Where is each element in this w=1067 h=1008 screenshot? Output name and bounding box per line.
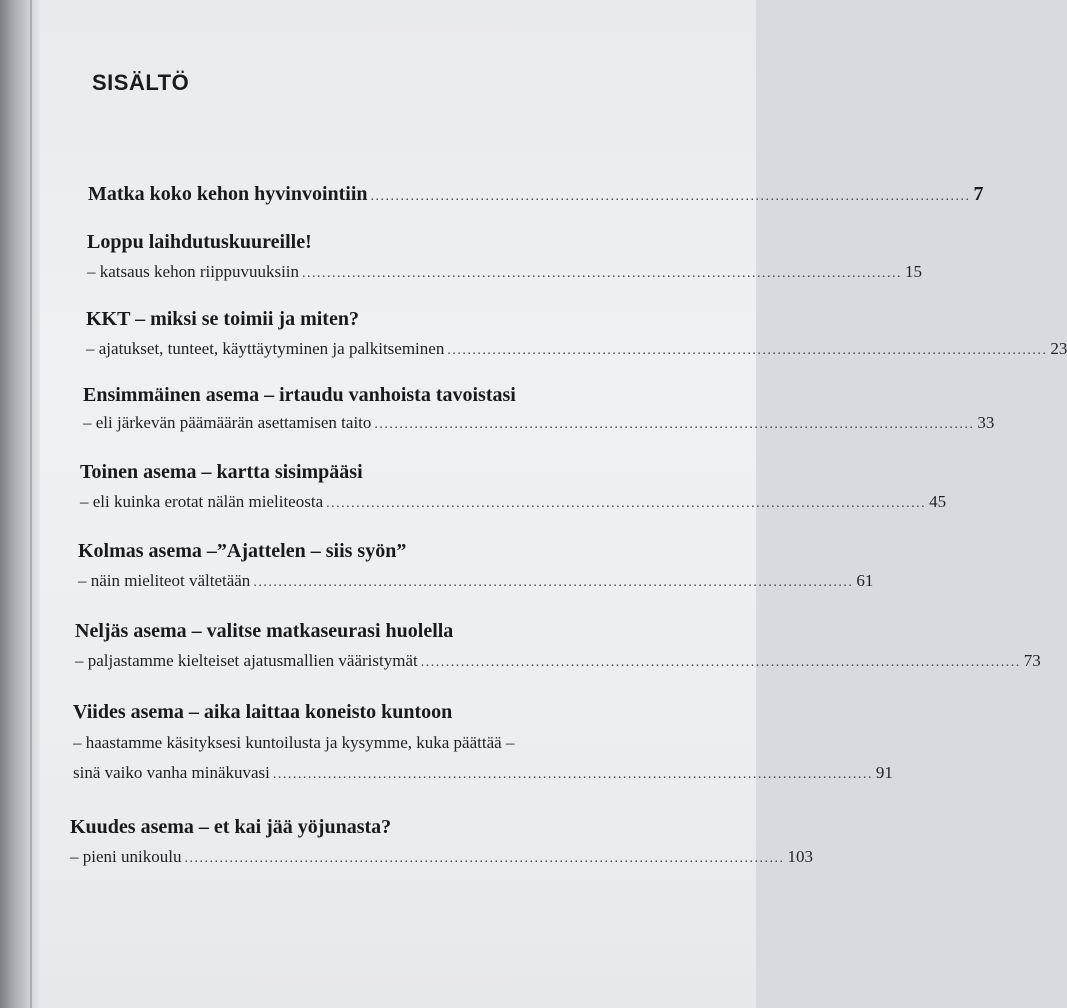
toc-subtitle-line	[73, 763, 893, 783]
toc-subtitle-line	[75, 651, 1041, 671]
leader-dots: ........................................................................................................................	[253, 575, 854, 590]
toc-entry	[88, 183, 984, 206]
toc-page-number: 103	[787, 847, 813, 866]
toc-page-number: 23	[1050, 339, 1067, 358]
toc-page-number: 15	[905, 262, 923, 281]
toc-heading: Ensimmäinen asema – irtaudu vanhoista tavoistasi	[83, 384, 516, 406]
toc-page-number: 73	[1023, 651, 1041, 670]
toc-subtitle: sinä vaiko vanha minäkuvasi	[73, 763, 270, 782]
leader-dots: ........................................................................................................................	[420, 655, 1021, 670]
toc-subtitle-line	[83, 413, 995, 433]
toc-heading: Matka koko kehon hyvinvointiin	[88, 183, 368, 205]
toc-page-number: 61	[856, 571, 874, 590]
toc-subtitle: – paljastamme kielteiset ajatusmallien vääristymät	[75, 651, 418, 670]
toc-subtitle-line	[86, 339, 1067, 359]
toc-page-number: 7	[973, 183, 984, 205]
page-title: SISÄLTÖ	[92, 70, 190, 95]
leader-dots: ........................................................................................................................	[272, 767, 873, 782]
toc-subtitle: – pieni unikoulu	[70, 847, 182, 866]
leader-dots: ........................................................................................................................	[447, 343, 1048, 358]
toc-subtitle: – eli järkevän päämäärän asettamisen taito	[83, 413, 372, 432]
toc-subtitle-line	[80, 492, 947, 512]
leader-dots: ........................................................................................................................	[302, 266, 903, 281]
toc-subtitle: – katsaus kehon riippuvuuksiin	[87, 262, 300, 281]
toc-subtitle-line	[70, 847, 813, 867]
toc-page-number: 91	[875, 763, 893, 782]
toc-subtitle-line	[87, 262, 923, 282]
toc-page-number: 45	[929, 492, 947, 511]
toc-heading: Loppu laihdutuskuureille!	[87, 231, 312, 253]
toc-subtitle: – näin mieliteot vältetään	[78, 571, 251, 590]
leader-dots: ........................................................................................................................	[374, 417, 975, 432]
toc-page-number: 33	[977, 413, 995, 432]
toc-subtitle: – haastamme käsityksesi kuntoilusta ja kysymme, kuka päättää –	[73, 733, 515, 752]
toc-subtitle: – eli kuinka erotat nälän mieliteosta	[80, 492, 324, 511]
toc-subtitle: – ajatukset, tunteet, käyttäytyminen ja palkitseminen	[86, 339, 445, 358]
toc-heading: Kuudes asema – et kai jää yöjunasta?	[70, 816, 392, 838]
toc-subtitle-line	[78, 571, 874, 591]
toc-heading: Neljäs asema – valitse matkaseurasi huolella	[75, 620, 454, 642]
leader-dots: ........................................................................................................................	[370, 189, 971, 204]
toc-heading: Kolmas asema –”Ajattelen – siis syön”	[78, 540, 407, 562]
leader-dots: ........................................................................................................................	[326, 496, 927, 511]
toc-heading: KKT – miksi se toimii ja miten?	[86, 308, 359, 330]
toc-heading: Toinen asema – kartta sisimpääsi	[80, 461, 363, 483]
toc-heading: Viides asema – aika laittaa koneisto kuntoon	[73, 701, 453, 723]
leader-dots: ........................................................................................................................	[184, 851, 785, 866]
